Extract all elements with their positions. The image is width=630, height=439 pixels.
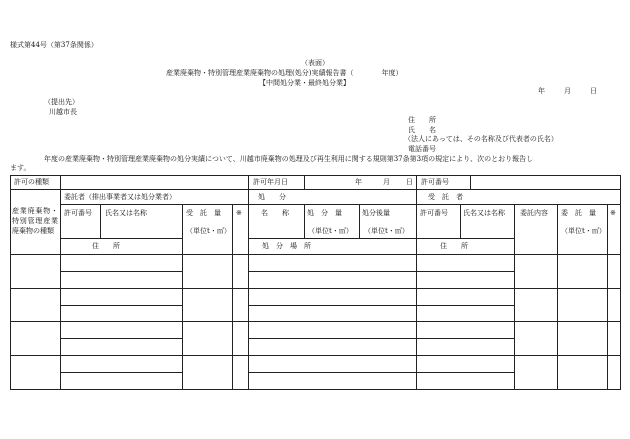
table-line bbox=[304, 175, 305, 189]
disposal-place-label: 処 分 場 所 bbox=[262, 242, 311, 250]
body-text-end: ます。 bbox=[10, 164, 31, 172]
table-line bbox=[232, 204, 233, 389]
table-line bbox=[304, 204, 305, 238]
table-line bbox=[60, 338, 182, 339]
table-line bbox=[60, 372, 182, 373]
table-line bbox=[10, 175, 11, 389]
address-label: 住 所 bbox=[408, 116, 436, 124]
corp-note: （法人にあっては、その名称及び代表者の氏名） bbox=[404, 135, 558, 143]
col-content: 委託内容 bbox=[520, 209, 548, 217]
permit-date-label: 許可年月日 bbox=[253, 178, 288, 186]
table-line bbox=[10, 254, 620, 255]
col-disposal-name: 名 称 bbox=[261, 209, 289, 217]
table-line bbox=[416, 238, 514, 239]
col-name: 氏名又は名称 bbox=[105, 209, 147, 217]
table-line bbox=[10, 321, 620, 322]
name-label: 氏 名 bbox=[408, 126, 436, 134]
permit-type-label: 許可の種類 bbox=[14, 178, 49, 186]
permit-number-label: 許可番号 bbox=[421, 178, 449, 186]
permit-date-year: 年 bbox=[355, 178, 362, 186]
unit-label: （単位t・㎥） bbox=[308, 227, 353, 235]
table-line bbox=[60, 204, 620, 205]
col-note-mark-2: ※ bbox=[610, 209, 616, 217]
table-line bbox=[557, 204, 558, 389]
body-text: 年度の産業廃棄物・特別管理産業廃棄物の処分実績について、川越市廃棄物の処理及び再生利用に関する規則第37条第3項の規定により、次のとおり報告し bbox=[44, 155, 534, 163]
table-line bbox=[10, 389, 621, 390]
table-line bbox=[416, 305, 514, 306]
consignee-header: 受 託 者 bbox=[428, 193, 463, 201]
address-column-label-2: 住 所 bbox=[440, 242, 468, 250]
table-line bbox=[607, 204, 608, 389]
col-note-mark: ※ bbox=[236, 209, 242, 217]
col-after-amount: 処分後量 bbox=[362, 209, 390, 217]
table-line bbox=[182, 204, 183, 389]
table-line bbox=[248, 372, 416, 373]
date-month: 月 bbox=[564, 87, 571, 95]
unit-label: （単位t・㎥） bbox=[364, 227, 409, 235]
col-permit-number: 許可番号 bbox=[64, 209, 92, 217]
table-line bbox=[10, 189, 620, 190]
table-line bbox=[248, 338, 416, 339]
table-line bbox=[10, 288, 620, 289]
unit-label: （単位t・㎥） bbox=[561, 227, 606, 235]
table-line bbox=[416, 338, 514, 339]
table-line bbox=[10, 175, 620, 176]
table-line bbox=[416, 372, 514, 373]
table-line bbox=[460, 204, 461, 238]
table-line bbox=[100, 204, 101, 238]
table-line bbox=[416, 271, 514, 272]
recipient-label: （提出先） bbox=[44, 98, 79, 106]
address-column-label: 住 所 bbox=[92, 242, 120, 250]
table-line bbox=[60, 305, 182, 306]
unit-label: （単位t・㎥） bbox=[186, 227, 231, 235]
table-line bbox=[359, 204, 360, 238]
table-line bbox=[620, 175, 621, 389]
phone-label: 電話番号 bbox=[408, 145, 436, 153]
permit-date-month: 月 bbox=[383, 178, 390, 186]
table-line bbox=[248, 271, 416, 272]
col-received-amount: 受 託 量 bbox=[186, 209, 221, 217]
consignor-header: 委託者（排出事業者又は処分業者） bbox=[64, 193, 176, 201]
table-line bbox=[248, 305, 416, 306]
col-consigned-amount: 委 託 量 bbox=[561, 209, 596, 217]
disposal-header: 処 分 bbox=[258, 193, 286, 201]
side-label: （表面） bbox=[301, 59, 329, 67]
date-year: 年 bbox=[538, 87, 545, 95]
form-number: 様式第44号（第37条関係） bbox=[10, 41, 98, 49]
table-line bbox=[10, 355, 620, 356]
col-name-2: 氏名又は名称 bbox=[463, 209, 505, 217]
table-line bbox=[60, 175, 61, 389]
table-line bbox=[470, 175, 471, 189]
col-disposal-amount: 処 分 量 bbox=[307, 209, 342, 217]
table-line bbox=[60, 271, 182, 272]
permit-date-day: 日 bbox=[406, 178, 413, 186]
table-line bbox=[248, 175, 249, 389]
page-subtitle: 【中間処分業・最終処分業】 bbox=[259, 79, 350, 87]
table-line bbox=[416, 175, 417, 389]
col-permit-number-2: 許可番号 bbox=[420, 209, 448, 217]
table-line bbox=[514, 204, 515, 389]
date-day: 日 bbox=[590, 87, 597, 95]
table-line bbox=[248, 238, 416, 239]
recipient-name: 川越市長 bbox=[49, 108, 77, 116]
table-line bbox=[60, 238, 182, 239]
page-title: 産業廃棄物・特別管理産業廃棄物の処理(処分)実績報告書（ 年度） bbox=[166, 69, 403, 77]
waste-type-label: 産業廃棄物・特別管理産業廃棄物の種類 bbox=[12, 207, 58, 235]
